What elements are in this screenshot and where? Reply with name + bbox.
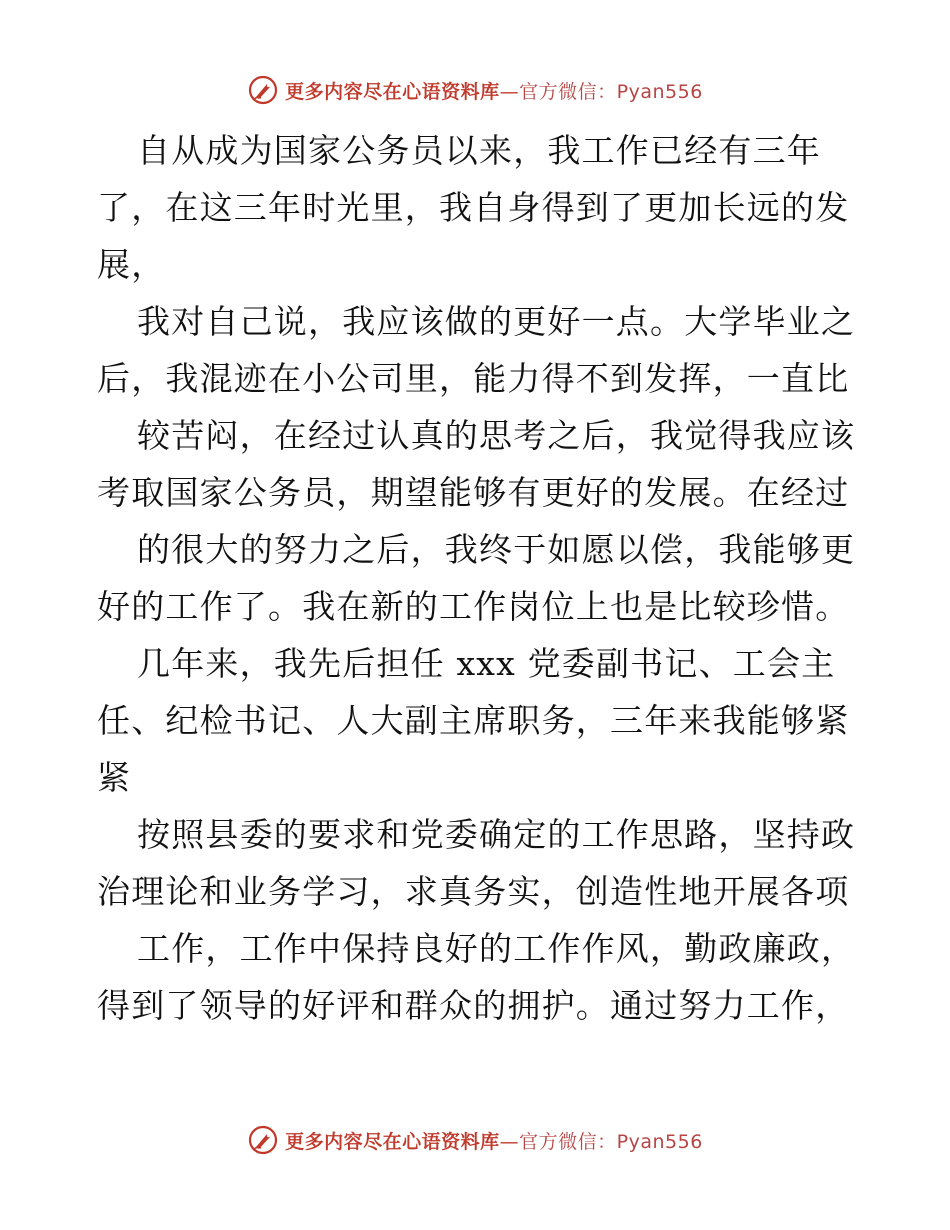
footer-text xyxy=(285,1127,703,1154)
footer-separator: — xyxy=(499,1130,520,1153)
body-line: 按照县委的要求和党委确定的工作思路，坚持政 xyxy=(137,815,856,854)
body-line: 我对自己说，我应该做的更好一点。大学毕业之 xyxy=(137,302,856,341)
header-brand: 更多内容尽在心语资料库 xyxy=(285,80,500,103)
body-line: 几年来，我先后担任 xxx 党委副书记、工会主 xyxy=(137,644,836,683)
header-separator: — xyxy=(499,80,520,103)
header-banner xyxy=(0,70,950,110)
body-line: 后，我混迹在小公司里，能力得不到发挥，一直比 xyxy=(97,359,850,398)
header-text xyxy=(285,77,703,104)
body-line: 工作，工作中保持良好的工作作风，勤政廉政， xyxy=(137,929,856,968)
body-line: 展， xyxy=(97,245,166,284)
header-wechat: 官方微信：Pyan556 xyxy=(519,80,703,103)
document-body xyxy=(97,122,857,1034)
body-line: 治理论和业务学习，求真务实，创造性地开展各项 xyxy=(97,872,850,911)
body-line: 紧 xyxy=(97,758,132,797)
body-line: 的很大的努力之后，我终于如愿以偿，我能够更 xyxy=(137,530,856,569)
body-line: 得到了领导的好评和群众的拥护。通过努力工作， xyxy=(97,986,850,1025)
footer-wechat: 官方微信：Pyan556 xyxy=(519,1130,703,1153)
footer-brand: 更多内容尽在心语资料库 xyxy=(285,1130,500,1153)
body-line: 自从成为国家公务员以来，我工作已经有三年 xyxy=(137,131,821,170)
pen-nib-logo-icon xyxy=(247,74,279,106)
body-line: 任、纪检书记、人大副主席职务，三年来我能够紧 xyxy=(97,701,850,740)
footer-banner xyxy=(0,1120,950,1160)
body-line: 好的工作了。我在新的工作岗位上也是比较珍惜。 xyxy=(97,587,850,626)
body-line: 考取国家公务员，期望能够有更好的发展。在经过 xyxy=(97,473,850,512)
body-line: 了，在这三年时光里，我自身得到了更加长远的发 xyxy=(97,188,850,227)
body-line: 较苦闷，在经过认真的思考之后，我觉得我应该 xyxy=(137,416,856,455)
pen-nib-logo-icon xyxy=(247,1124,279,1156)
